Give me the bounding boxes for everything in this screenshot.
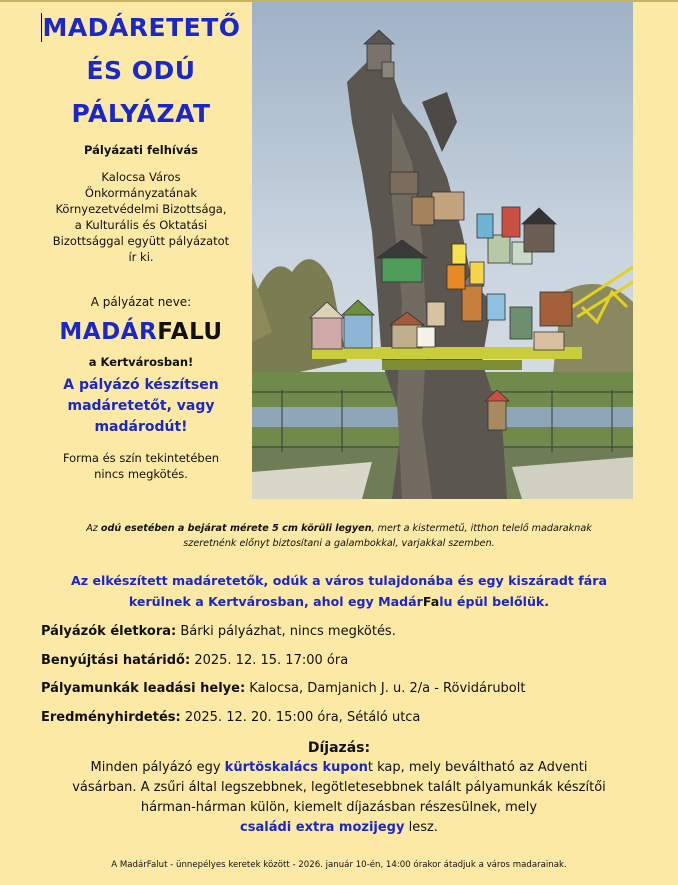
detail-row-age: [41, 624, 661, 653]
title-line-2: ÉS ODÚ: [86, 56, 196, 85]
entrance-size-note: [0, 521, 678, 551]
call-to-action: [30, 375, 252, 438]
title-line-1: MADÁRETETŐ: [42, 13, 241, 42]
detail-label: Eredményhirdetés:: [41, 709, 181, 725]
detail-label: Benyújtási határidő:: [41, 652, 191, 668]
form-line: nincs megkötés.: [94, 467, 188, 481]
intro-line: a Kulturális és Oktatási: [74, 218, 208, 232]
summary-line-1: Az elkészített madáretetők, odúk a város tulajdonába és egy kiszáradt fára: [71, 573, 607, 588]
intro-line: Önkormányzatának: [84, 186, 198, 200]
detail-row-deadline: [41, 653, 661, 682]
subtitle: Pályázati felhívás: [84, 143, 198, 157]
detail-row-dropoff: [41, 681, 661, 710]
contest-name-label: A pályázat neve:: [90, 295, 192, 309]
contest-name: [30, 319, 252, 345]
prize-highlight: családi extra mozijegy: [240, 820, 405, 835]
summary-text: [30, 570, 648, 612]
prize-text: Minden pályázó egy: [90, 760, 225, 775]
summary-text-part: kerülnek a Kertvárosban, ahol egy Madár: [128, 594, 423, 609]
prize-heading: Díjazás:: [307, 740, 371, 756]
detail-value: Kalocsa, Damjanich J. u. 2/a - Rövidárubolt: [245, 681, 526, 696]
title-line-3: PÁLYÁZAT: [71, 99, 211, 128]
detail-label: Pályamunkák leadási helye:: [41, 681, 246, 696]
prize-line-3: hárman-hárman külön, kiemelt díjazásban részesülnek, mely: [140, 800, 538, 815]
detail-value: Bárki pályázhat, nincs megkötés.: [176, 624, 396, 639]
summary-text-part: Fa: [422, 594, 440, 609]
footer-note: A MadárFalut - ünnepélyes keretek között - 2026. január 10-én, 14:00 órakor átadjuk a város madarainak.: [111, 860, 567, 870]
contest-name-part2: FALU: [157, 319, 223, 345]
call-line: A pályázó készítsen: [63, 377, 219, 393]
prize-text: t kap, mely beváltható az Adventi: [367, 760, 588, 775]
detail-value: 2025. 12. 15. 17:00 óra: [190, 652, 349, 668]
intro-text: [30, 169, 252, 265]
prize-line-1: [30, 758, 648, 778]
detail-row-results: [41, 710, 661, 739]
intro-line: Környezetvédelmi Bizottsága,: [55, 202, 227, 216]
contest-name-part1: MADÁR: [59, 319, 158, 345]
prize-line-2: vásárban. A zsűri által legszebbnek, legötletesebbnek talált pályamunkák készítői: [72, 780, 606, 795]
note-line-2: szeretnénk előnyt biztosítani a galambokkal, varjakkal szemben.: [183, 538, 495, 549]
call-line: madáretetőt, vagy: [67, 398, 215, 414]
prize-text: lesz.: [404, 820, 438, 835]
call-line: madárodút!: [94, 419, 188, 435]
detail-value: 2025. 12. 20. 15:00 óra, Sétáló utca: [180, 709, 421, 725]
form-note: [30, 450, 252, 482]
birdhouse-tree-photo: [252, 2, 633, 499]
prize-section: [30, 738, 648, 838]
intro-line: Bizottsággal együtt pályázatot: [52, 234, 230, 248]
page-title: [30, 6, 252, 135]
summary-text-part: lu épül belőlük.: [439, 594, 550, 609]
left-column: [30, 6, 252, 482]
details-list: [41, 624, 661, 738]
intro-line: ír ki.: [128, 250, 154, 264]
form-line: Forma és szín tekintetében: [62, 451, 220, 465]
summary-line-2: [30, 591, 648, 612]
contest-location: a Kertvárosban!: [88, 355, 194, 369]
prize-highlight: kürtöskalács kupon: [224, 760, 368, 775]
intro-line: Kalocsa Város: [101, 170, 181, 184]
prize-line-4: [30, 818, 648, 838]
note-text: , mert a kistermetű, itthon telelő madaraknak: [371, 523, 592, 534]
detail-label: Pályázók életkora:: [41, 624, 177, 639]
note-text: Az: [86, 523, 101, 534]
note-bold: odú esetében a bejárat mérete 5 cm körüli legyen: [100, 523, 372, 534]
note-line-1: [0, 521, 678, 536]
